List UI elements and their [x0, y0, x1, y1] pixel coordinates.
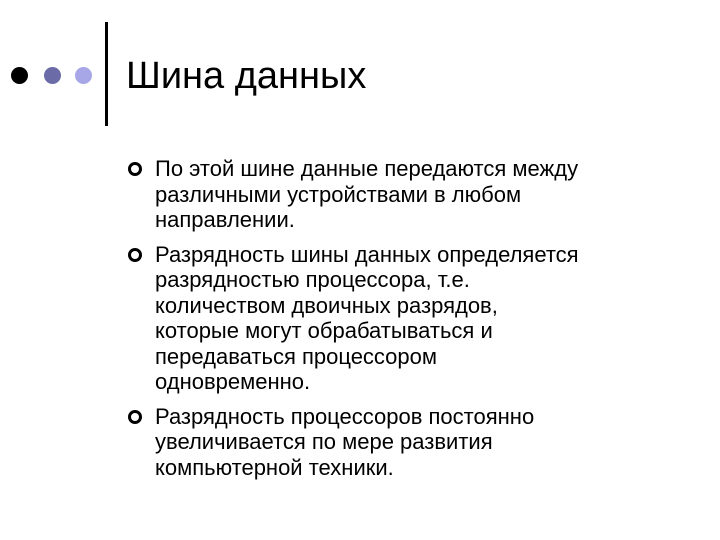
decorative-dot-light-blue: [75, 67, 92, 84]
hollow-bullet-icon: [128, 248, 142, 262]
bullet-item: [128, 404, 688, 481]
decorative-dot-black: [11, 67, 28, 84]
bullet-list: [128, 156, 688, 489]
slide-title: Шина данных: [126, 55, 367, 97]
decorative-dot-blue: [44, 67, 61, 84]
bullet-text: По этой шине данные передаются между различными устройствами в любом направлении.: [155, 156, 579, 232]
hollow-bullet-icon: [128, 410, 142, 424]
hollow-bullet-icon: [128, 162, 142, 176]
title-divider-line: [105, 22, 108, 126]
bullet-text: Разрядность процессоров постоянно увеличивается по мере развития компьютерной техники.: [155, 403, 535, 480]
bullet-text: Разрядность шины данных определяется разрядностью процессора, т.е. количеством двоичных разрядов, которые могут обрабатываться и передаваться процессором одновременно.: [155, 241, 579, 394]
bullet-item: [128, 242, 688, 395]
bullet-item: [128, 156, 688, 233]
